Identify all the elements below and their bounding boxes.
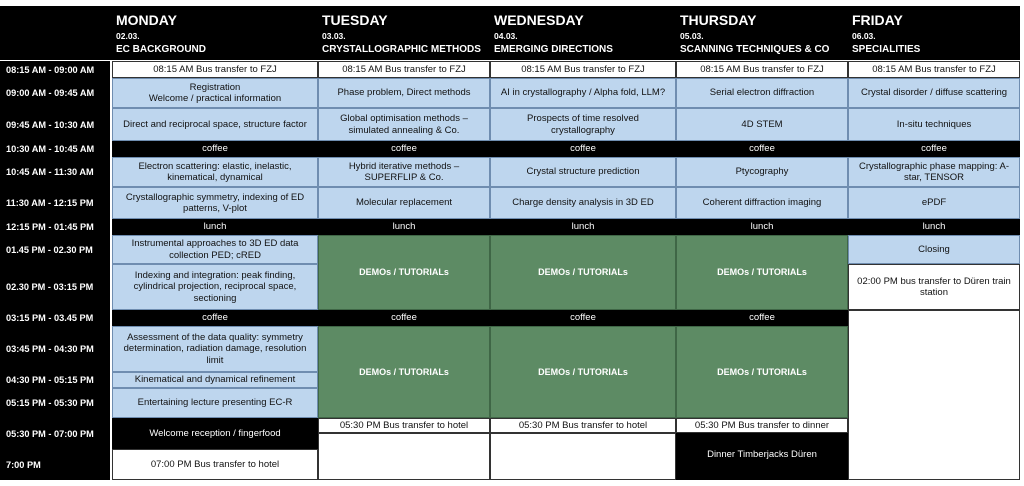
coffee-break: coffee [490,141,676,157]
demos-tutorials: DEMOs / TUTORIALs [318,326,490,418]
time-slot: 05:30 PM - 07:00 PM [0,418,110,449]
time-slot: 11:30 AM - 12:15 PM [0,187,110,219]
header-monday [112,6,318,60]
session-subtitle: Welcome / practical information [148,93,282,104]
time-slot: 10:30 AM - 10:45 AM [0,141,110,157]
session-phase-mapping: Crystallographic phase mapping: A-star, TENSOR [848,157,1020,187]
coffee-break: coffee [112,310,318,326]
day-theme: EC BACKGROUND [116,44,206,55]
bus-transfer-fzj: 08:15 AM Bus transfer to FZJ [112,61,318,78]
time-slot: 02.30 PM - 03:15 PM [0,264,110,310]
lunch-break: lunch [318,219,490,235]
header-thursday [676,6,848,60]
header-corner [0,6,112,60]
session-molecular-replacement: Molecular replacement [318,187,490,219]
session-lecture: Entertaining lecture presenting EC-R [112,388,318,418]
bus-transfer-station: 02:00 PM bus transfer to Düren train station [848,264,1020,310]
coffee-break: coffee [676,141,848,157]
session-global-optimisation: Global optimisation methods – simulated annealing & Co. [318,108,490,141]
day-name: FRIDAY [852,12,903,28]
coffee-break: coffee [318,141,490,157]
day-theme: SCANNING TECHNIQUES & CO [680,44,830,55]
day-date: 02.03. [116,31,140,41]
bus-transfer-fzj: 08:15 AM Bus transfer to FZJ [848,61,1020,78]
empty-cell [848,310,1020,480]
time-slot: 01.45 PM - 02.30 PM [0,235,110,264]
day-date: 03.03. [322,31,346,41]
session-crystal-disorder: Crystal disorder / diffuse scattering [848,78,1020,108]
session-indexing: Indexing and integration: peak finding, cylindrical projection, reciprocal space, sectioning [112,264,318,310]
bus-transfer-dinner: 05:30 PM Bus transfer to dinner [676,418,848,433]
session-ptycography: Ptycography [676,157,848,187]
demos-tutorials: DEMOs / TUTORIALs [318,235,490,310]
coffee-break: coffee [848,141,1020,157]
session-hybrid-methods: Hybrid iterative methods – SUPERFLIP & Co. [318,157,490,187]
session-phase-problem: Phase problem, Direct methods [318,78,490,108]
demos-tutorials: DEMOs / TUTORIALs [676,235,848,310]
day-date: 04.03. [494,31,518,41]
lunch-break: lunch [676,219,848,235]
time-slot: 10:45 AM - 11:30 AM [0,157,110,187]
session-in-situ: In-situ techniques [848,108,1020,141]
demos-tutorials: DEMOs / TUTORIALs [490,235,676,310]
session-direct-space: Direct and reciprocal space, structure factor [112,108,318,141]
coffee-break: coffee [318,310,490,326]
day-theme: CRYSTALLOGRAPHIC METHODS [322,44,481,55]
bus-transfer-hotel: 05:30 PM Bus transfer to hotel [490,418,676,433]
day-name: MONDAY [116,12,177,28]
session-refinement: Kinematical and dynamical refinement [112,372,318,388]
time-slot: 03:45 PM - 04:30 PM [0,326,110,372]
day-name: THURSDAY [680,12,757,28]
session-assessment: Assessment of the data quality: symmetry determination, radiation damage, resolution limit [112,326,318,372]
day-date: 06.03. [852,31,876,41]
time-slot: 09:00 AM - 09:45 AM [0,78,110,108]
bus-transfer-hotel: 05:30 PM Bus transfer to hotel [318,418,490,433]
time-slot: 09:45 AM - 10:30 AM [0,108,110,141]
welcome-reception: Welcome reception / fingerfood [112,418,318,449]
session-ai-crystallography: AI in crystallography / Alpha fold, LLM? [490,78,676,108]
lunch-break: lunch [848,219,1020,235]
session-serial-diffraction: Serial electron diffraction [676,78,848,108]
time-slot: 04:30 PM - 05:15 PM [0,372,110,388]
dinner: Dinner Timberjacks Düren [676,433,848,480]
empty-cell [318,433,490,480]
bus-transfer-fzj: 08:15 AM Bus transfer to FZJ [318,61,490,78]
header-wednesday [490,6,676,60]
coffee-break: coffee [112,141,318,157]
day-theme: SPECIALITIES [852,44,921,55]
coffee-break: coffee [490,310,676,326]
session-symmetry: Crystallographic symmetry, indexing of ED patterns, V-plot [112,187,318,219]
empty-cell [490,433,676,480]
day-date: 05.03. [680,31,704,41]
time-slot: 03:15 PM - 03.45 PM [0,310,110,326]
time-slot: 08:15 AM - 09:00 AM [0,61,110,78]
session-epdf: ePDF [848,187,1020,219]
day-theme: EMERGING DIRECTIONS [494,44,613,55]
lunch-break: lunch [490,219,676,235]
time-slot: 05:15 PM - 05:30 PM [0,388,110,418]
time-slot: 7:00 PM [0,449,110,480]
header-friday [848,6,1020,60]
day-name: WEDNESDAY [494,12,584,28]
session-structure-prediction: Crystal structure prediction [490,157,676,187]
day-name: TUESDAY [322,12,388,28]
lunch-break: lunch [112,219,318,235]
session-instrumental: Instrumental approaches to 3D ED data collection PED; cRED [112,235,318,264]
session-coherent-diffraction: Coherent diffraction imaging [676,187,848,219]
demos-tutorials: DEMOs / TUTORIALs [676,326,848,418]
coffee-break: coffee [676,310,848,326]
session-time-resolved: Prospects of time resolved crystallography [490,108,676,141]
demos-tutorials: DEMOs / TUTORIALs [490,326,676,418]
session-4d-stem: 4D STEM [676,108,848,141]
time-slot: 12:15 PM - 01:45 PM [0,219,110,235]
header-tuesday [318,6,490,60]
bus-transfer-hotel: 07:00 PM Bus transfer to hotel [112,449,318,480]
session-closing: Closing [848,235,1020,264]
bus-transfer-fzj: 08:15 AM Bus transfer to FZJ [676,61,848,78]
session-electron-scattering: Electron scattering: elastic, inelastic, kinematical, dynamical [112,157,318,187]
session-charge-density: Charge density analysis in 3D ED [490,187,676,219]
session-title: Registration [189,81,241,93]
bus-transfer-fzj: 08:15 AM Bus transfer to FZJ [490,61,676,78]
session-registration [112,78,318,108]
